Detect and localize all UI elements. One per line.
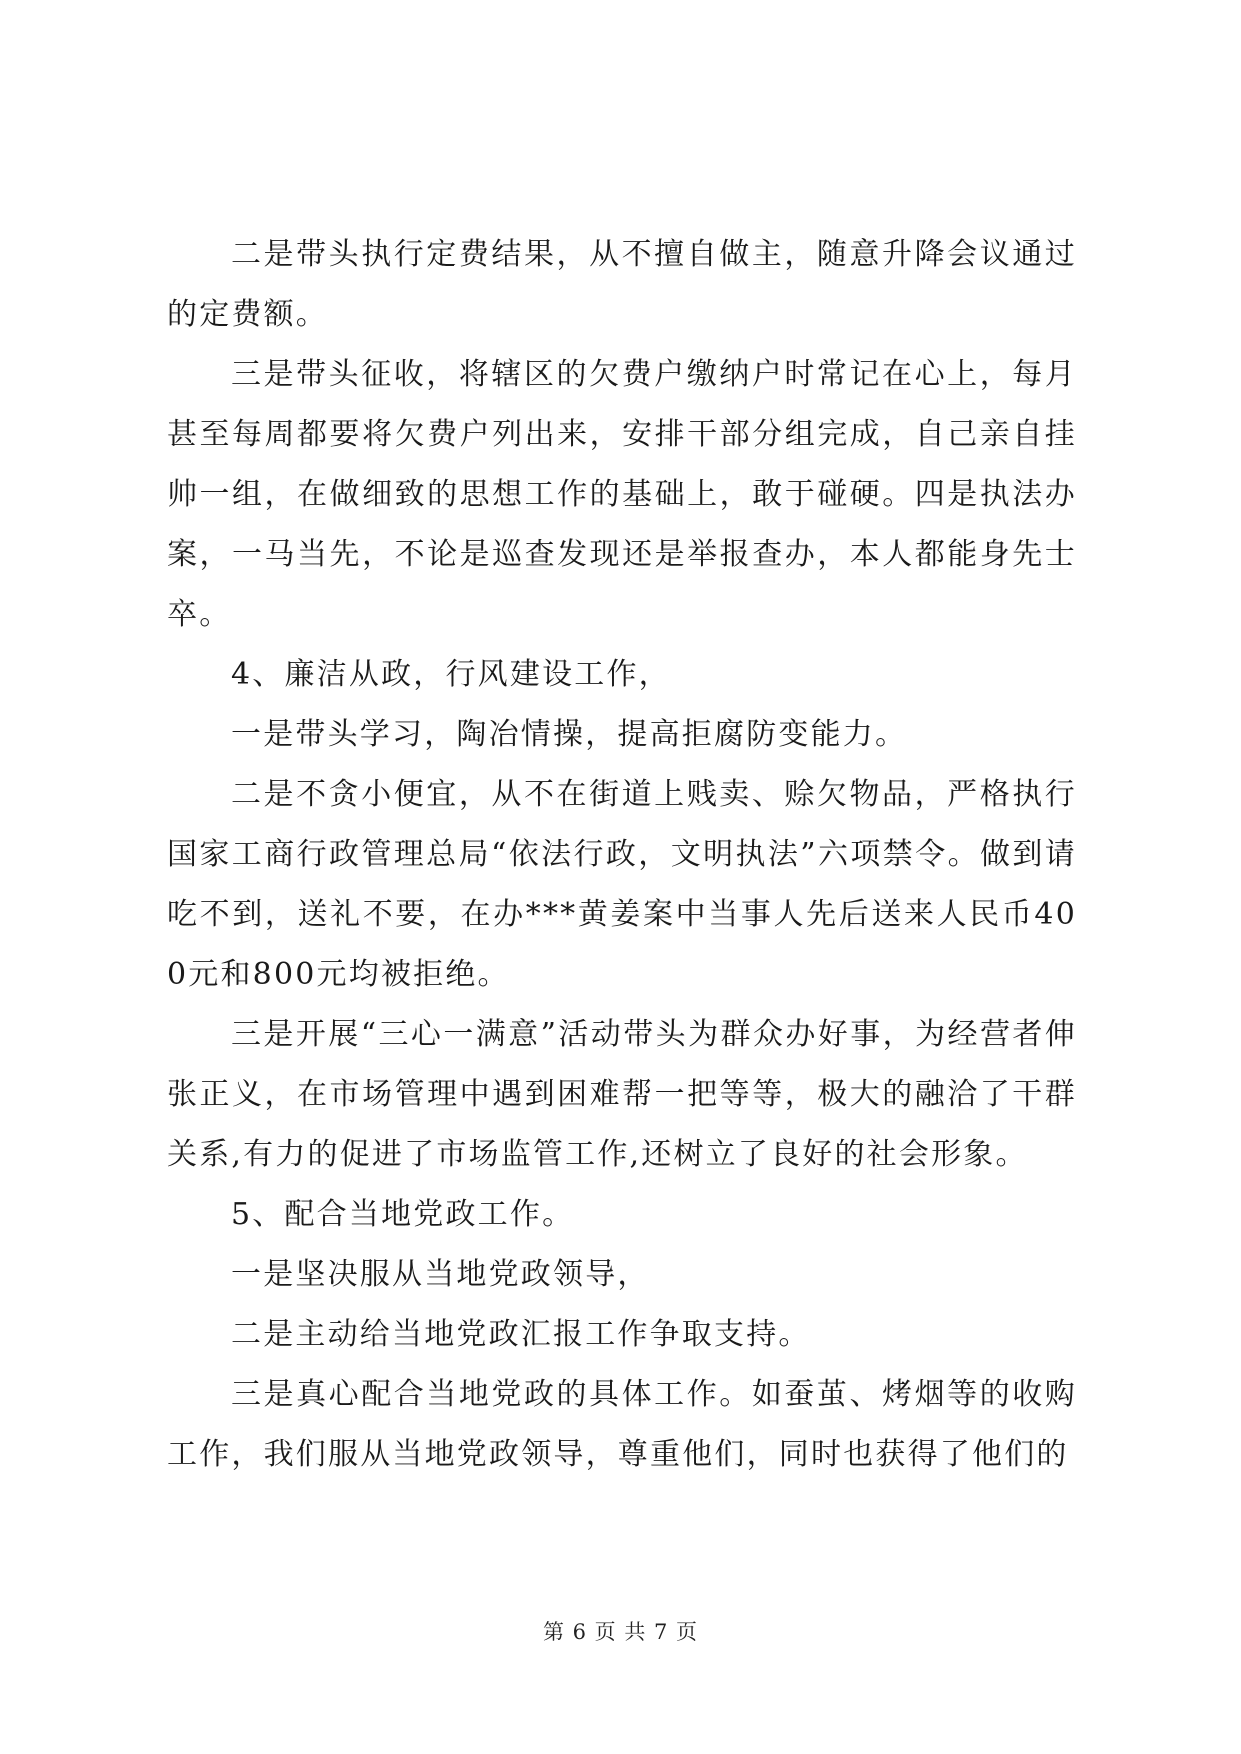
document-body: [167, 225, 1077, 1485]
paragraph-6: 一是坚决服从当地党政领导，: [231, 1257, 650, 1292]
page-number-footer: 第 6 页 共 7 页: [542, 1620, 699, 1644]
paragraph-3: 一是带头学习，陶冶情操，提高拒腐防变能力。: [231, 717, 908, 752]
paragraph-5: 三是开展“三心一满意”活动带头为群众办好事，为经营者伸张正义，在市场管理中遇到困难帮一把等等，极大的融洽了干群关系,有力的促进了市场监管工作,还树立了良好的社会形象。: [167, 1017, 1077, 1172]
paragraph-4: 二是不贪小便宜，从不在街道上贱卖、赊欠物品，严格执行国家工商行政管理总局“依法行政，文明执法”六项禁令。做到请吃不到，送礼不要，在办***黄姜案中当事人先后送来人民币400元和800元均被拒绝。: [167, 777, 1077, 992]
paragraph-7: 二是主动给当地党政汇报工作争取支持。: [231, 1317, 811, 1352]
section-heading-5: 5、配合当地党政工作。: [231, 1197, 575, 1232]
section-heading-4: 4、廉洁从政，行风建设工作，: [231, 657, 671, 692]
paragraph-8: 三是真心配合当地党政的具体工作。如蚕茧、烤烟等的收购工作，我们服从当地党政领导，尊重他们，同时也获得了他们的: [167, 1377, 1077, 1472]
paragraph-2: 三是带头征收，将辖区的欠费户缴纳户时常记在心上，每月甚至每周都要将欠费户列出来，安排干部分组完成，自己亲自挂帅一组，在做细致的思想工作的基础上，敢于碰硬。四是执法办案，一马当先，不论是巡查发现还是举报查办，本人都能身先士卒。: [167, 357, 1077, 632]
paragraph-1: 二是带头执行定费结果，从不擅自做主，随意升降会议通过的定费额。: [167, 237, 1077, 332]
